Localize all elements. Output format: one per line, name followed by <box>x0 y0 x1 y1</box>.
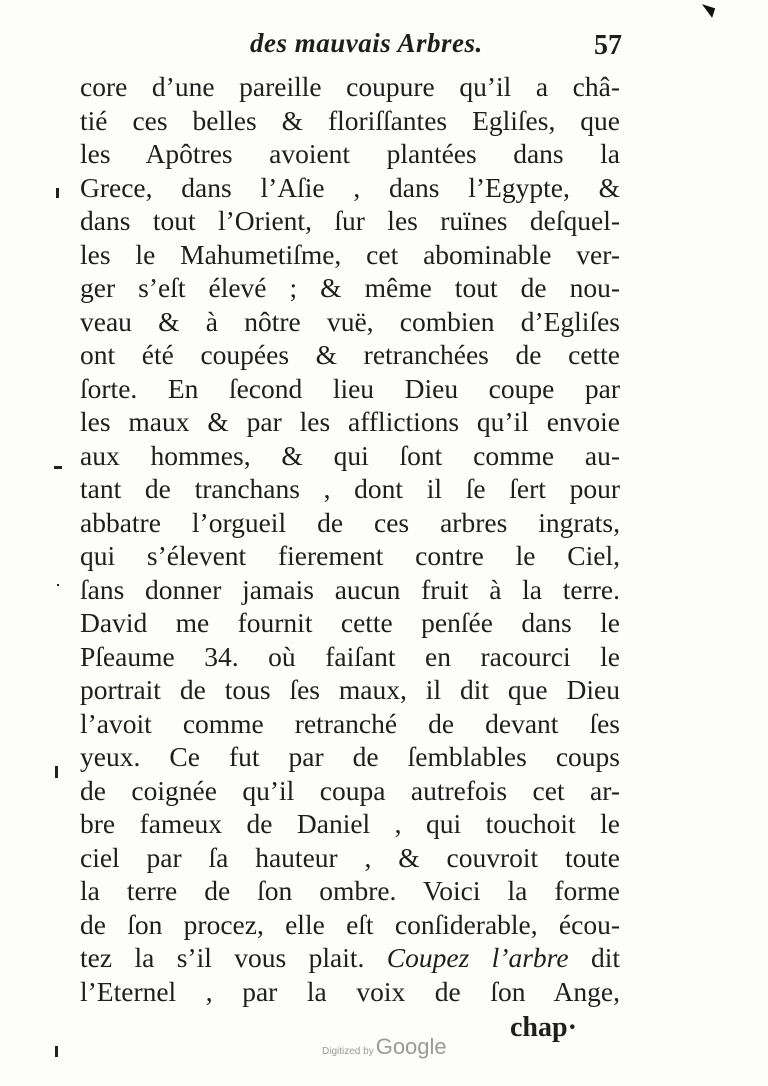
text-line: bre fameux de Daniel , qui touchoit le <box>80 808 620 839</box>
digitization-credit <box>322 1034 447 1060</box>
text-line: abbatre l’orgueil de ces arbres ingrats, <box>80 506 620 538</box>
text-line: tant de tranchans , dont il ſe ſert pour <box>80 473 620 504</box>
text-line: aux hommes, & qui ſont comme au- <box>80 439 620 471</box>
page-header <box>90 28 630 68</box>
text-line: ſorte. En ſecond lieu Dieu coupe par <box>80 372 620 404</box>
text-line: de coignée qu’il coupa autrefois cet ar- <box>80 774 620 806</box>
text-line: ger s’eſt élevé ; & même tout de nou- <box>80 272 620 303</box>
text-line: les le Mahumetiſme, cet abominable ver- <box>80 238 620 270</box>
text-line: les Apôtres avoient plantées dans la <box>80 138 620 169</box>
margin-mark <box>56 188 59 198</box>
text-segment: dit <box>590 942 620 973</box>
text-line: ciel par ſa hauteur , & couvroit toute <box>80 841 620 873</box>
text-line: qui s’élevent fierement contre le Ciel, <box>80 540 620 571</box>
text-line: l’Eternel , par la voix de ſon Ange, <box>80 975 620 1007</box>
corner-mark <box>699 4 715 18</box>
body-text <box>80 70 620 1008</box>
italic-quote: Coupez l’arbre <box>386 942 569 973</box>
text-line: David me fournit cette penſée dans le <box>80 607 620 638</box>
text-line: veau & à nôtre vuë, combien d’Egliſes <box>80 305 620 337</box>
digitized-by-label: Digitized by <box>322 1046 374 1057</box>
text-line: dans tout l’Orient, ſur les ruïnes deſquel- <box>80 205 620 236</box>
text-line: de ſon procez, elle eſt conſiderable, écou- <box>80 908 620 940</box>
text-line: les maux & par les afflictions qu’il envoie <box>80 406 620 437</box>
text-segment: tez la s’il vous plait. <box>80 942 365 973</box>
google-wordmark: Google <box>375 1034 447 1059</box>
margin-mark <box>55 1046 58 1057</box>
text-line: ſans donner jamais aucun fruit à la terre. <box>80 573 620 605</box>
text-line: Pſeaume 34. où faiſant en racourci le <box>80 640 620 672</box>
text-line-with-quote <box>80 941 620 975</box>
text-line: l’avoit comme retranché de devant ſes <box>80 707 620 739</box>
margin-mark <box>57 584 59 586</box>
text-line: Grece, dans l’Aſie , dans l’Egypte, & <box>80 171 620 203</box>
running-title: des mauvais Arbres. <box>250 28 483 58</box>
text-line: core d’une pareille coupure qu’il a châ- <box>80 71 620 102</box>
text-line: yeux. Ce fut par de ſemblables coups <box>80 741 620 772</box>
text-line: portrait de tous ſes maux, il dit que Dieu <box>80 674 620 705</box>
text-line: ont été coupées & retranchées de cette <box>80 339 620 370</box>
margin-mark <box>54 466 62 469</box>
catchword: chap· <box>510 1012 577 1043</box>
page-number: 57 <box>594 30 622 61</box>
text-line: la terre de ſon ombre. Voici la forme <box>80 875 620 906</box>
text-line: tié ces belles & floriſſantes Egliſes, que <box>80 104 620 136</box>
margin-mark <box>55 766 58 778</box>
